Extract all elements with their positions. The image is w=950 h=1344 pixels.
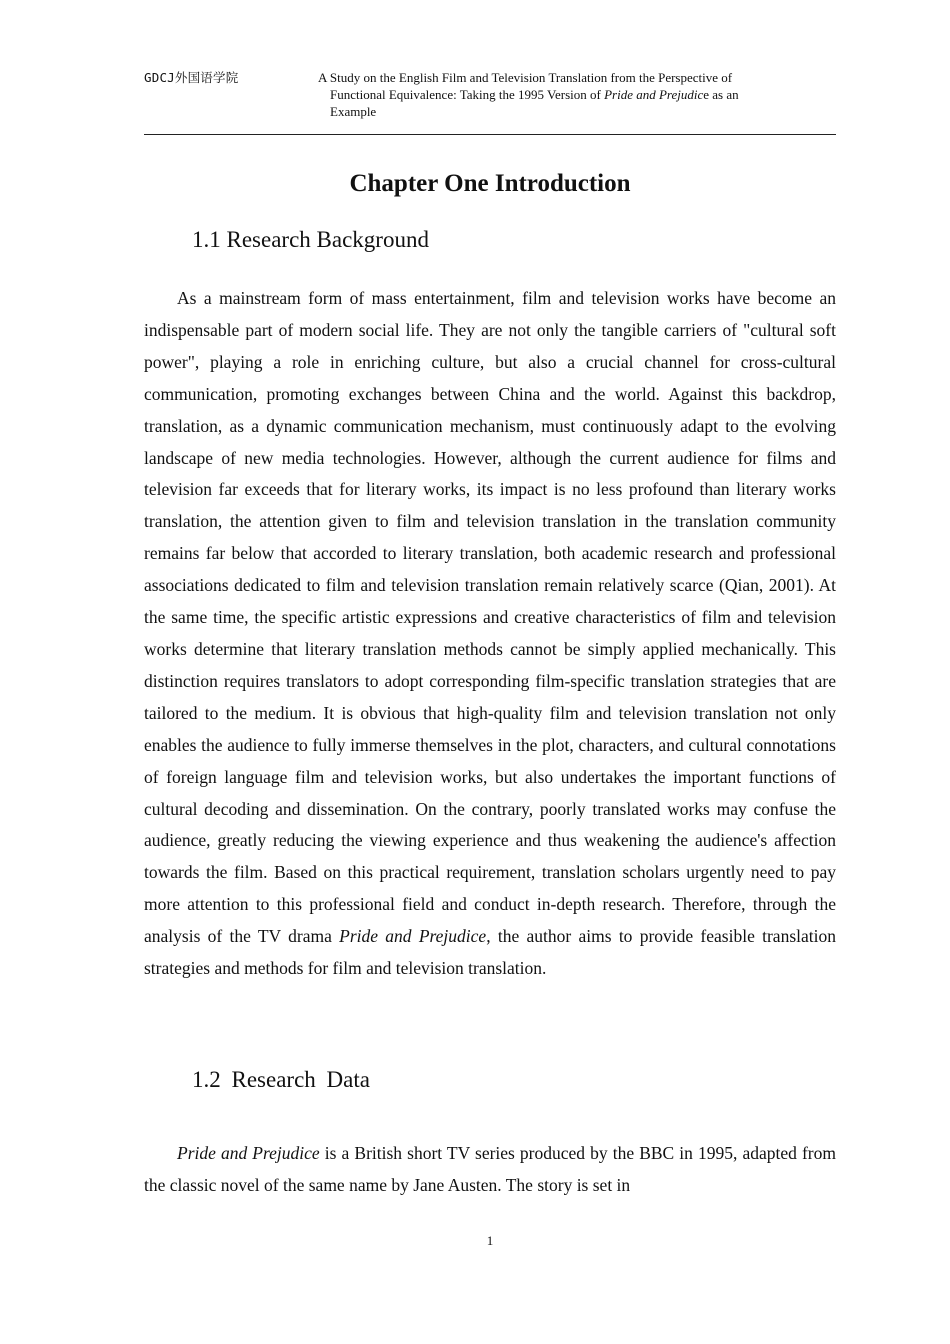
header-title-line-2-end: e as an	[703, 87, 739, 102]
header-divider	[144, 134, 836, 135]
header-title-line-2-text: Functional Equivalence: Taking the 1995 Version of	[330, 87, 605, 102]
section-heading-1-1: 1.1 Research Background	[192, 227, 429, 252]
paragraph-text-end: , the author aims to provide feasible translation strategies and methods for film and television translation.	[144, 926, 836, 979]
chapter-title: Chapter One Introduction	[349, 170, 631, 197]
paragraph-italic-title: Pride and Prejudice	[339, 926, 487, 947]
paragraph-text: As a mainstream form of mass entertainment, film and television works have become an indispensable part of modern social life. They are not only the tangible carriers of "cultural soft power", playing a role in enriching culture, but also a crucial channel for cross-cultural communication, promoting exchanges between China and the world. Against this backdrop, translation, as a dynamic communication mechanism, must continuously adapt to the evolving landscape of new media technologies. However, although the current audience for films and television far exceeds that for literary works, its impact is no less profound than literary works translation, the attention given to film and television translation in the translation community remains far below that accorded to literary translation, both academic research and professional associations dedicated to film and television translation remain relatively scarce (Qian, 2001). At the same time, the specific artistic expressions and creative characteristics of film and television works determine that literary translation methods cannot be simply applied mechanically. This distinction requires translators to adopt corresponding film-specific translation strategies that are tailored to the medium. It is obvious that high-quality film and television translation not only enables the audience to fully immerse themselves in the plot, characters, and cultural connotations of foreign language film and television works, but also undertakes the important functions of cultural decoding and dissemination. On the contrary, poorly translated works may confuse the audience, greatly reducing the viewing experience and thus weakening the audience's affection towards the film. Based on this practical requirement, translation scholars urgently need to pay more attention to this professional field and conduct in-depth research. Therefore, through the analysis of the TV drama	[144, 288, 836, 947]
header-thesis-title	[318, 69, 808, 120]
section-1-1-paragraph	[144, 283, 836, 985]
section-1-2-paragraph	[144, 1138, 836, 1202]
header-title-line-2	[318, 86, 808, 103]
page-number: 1	[486, 1233, 494, 1248]
header-institution: GDCJ外国语学院	[144, 70, 239, 85]
section-heading-1-2: 1.2 Research Data	[192, 1067, 370, 1092]
header-title-italic: Pride and Prejudic	[604, 87, 704, 102]
header-title-line-3: Example	[330, 104, 377, 119]
paragraph-italic-title: Pride and Prejudice	[177, 1143, 320, 1163]
paragraph-text: is a British short TV series produced by the BBC in 1995, adapted from the classic novel of the same name by Jane Austen. The story is set in	[144, 1143, 836, 1195]
header-title-line-1: A Study on the English Film and Television Translation from the Perspective of	[318, 70, 733, 85]
